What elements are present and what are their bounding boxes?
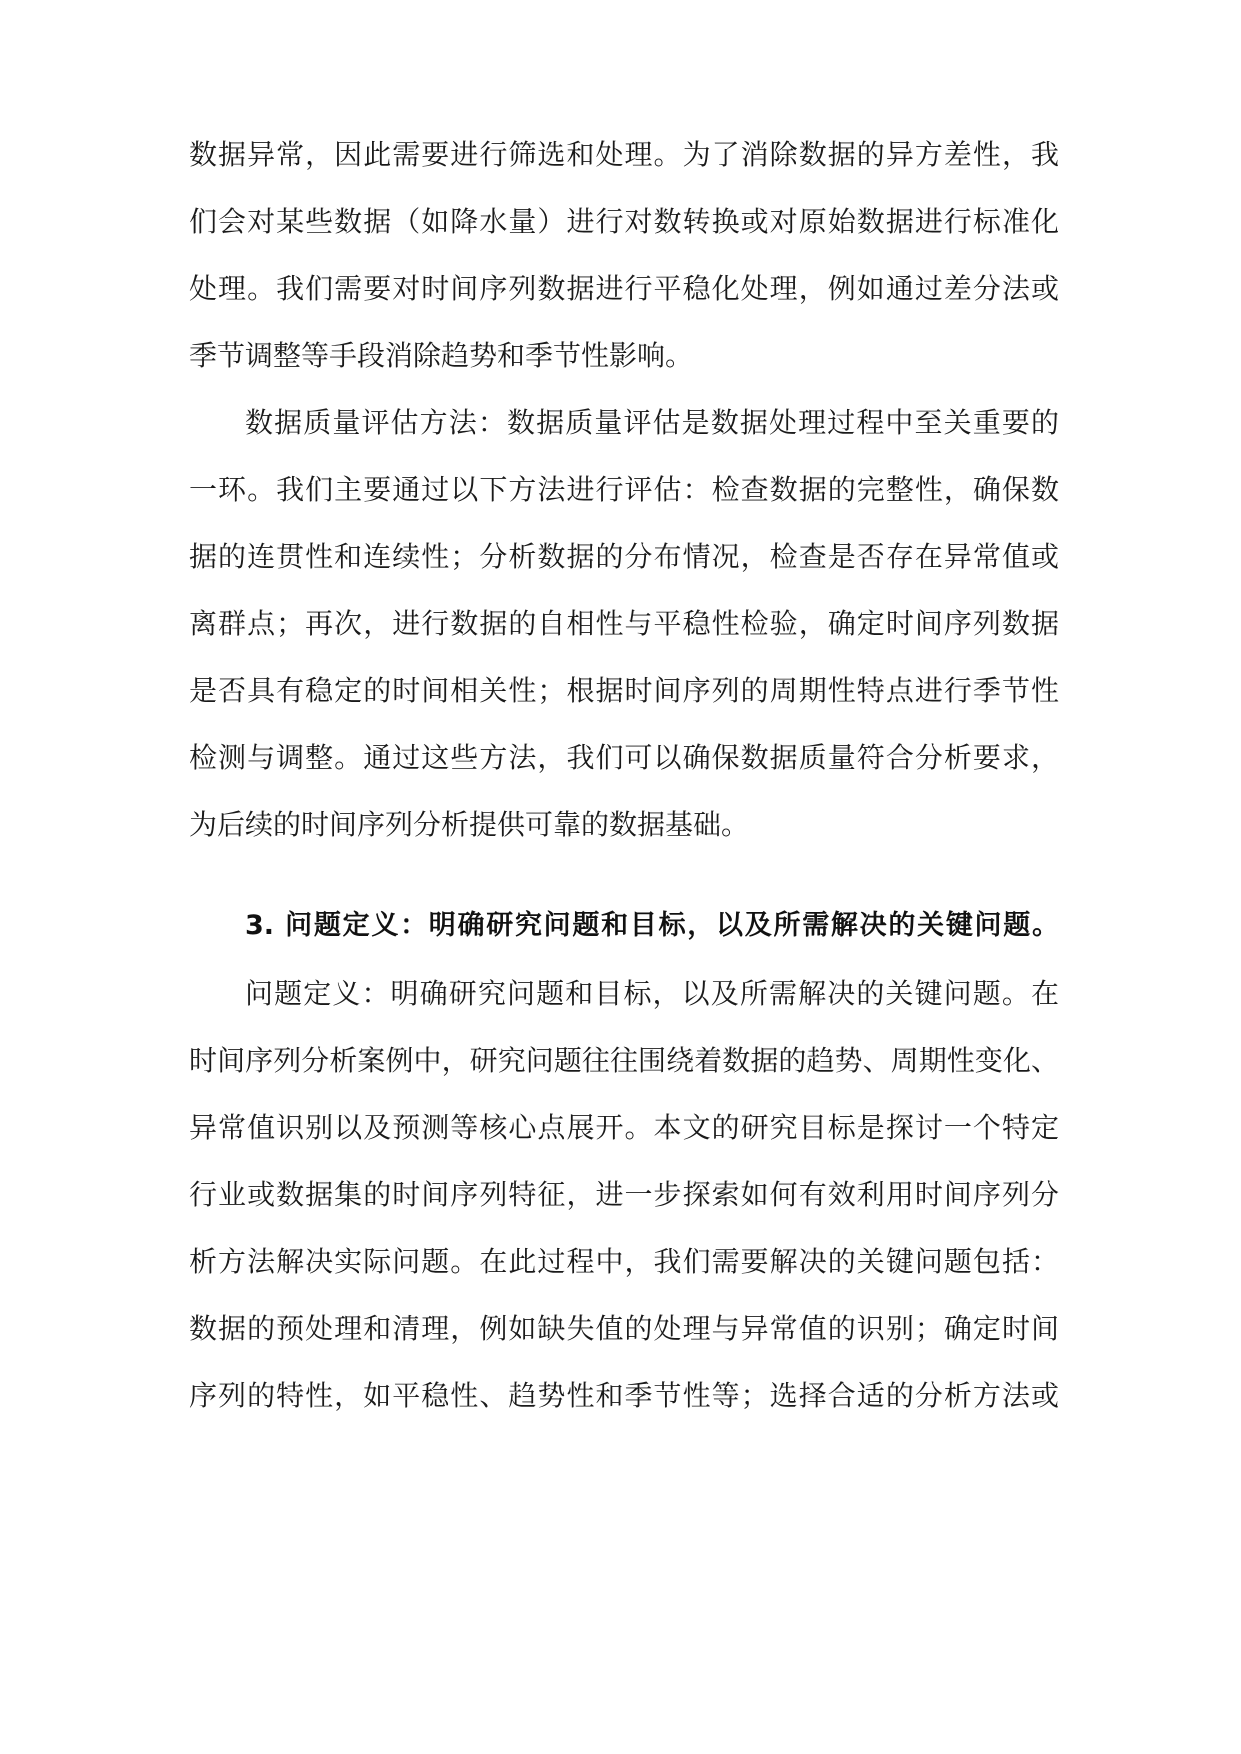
paragraph-1-line-4: 季节调整等手段消除趋势和季节性影响。 xyxy=(189,339,694,372)
paragraph-2-line-6: 检测与调整。通过这些方法，我们可以确保数据质量符合分析要求， xyxy=(189,741,1059,774)
paragraph-3-line-4: 行业或数据集的时间序列特征，进一步探索如何有效利用时间序列分 xyxy=(189,1178,1059,1211)
paragraph-2-line-1: 数据质量评估方法：数据质量评估是数据处理过程中至关重要的 xyxy=(245,406,1059,439)
paragraph-3-line-3: 异常值识别以及预测等核心点展开。本文的研究目标是探讨一个特定 xyxy=(189,1111,1059,1144)
section-heading: 3. 问题定义：明确研究问题和目标，以及所需解决的关键问题。 xyxy=(245,910,1059,941)
paragraph-3-line-2: 时间序列分析案例中，研究问题往往围绕着数据的趋势、周期性变化、 xyxy=(189,1044,1059,1077)
paragraph-1-line-3: 处理。我们需要对时间序列数据进行平稳化处理，例如通过差分法或 xyxy=(189,272,1059,305)
paragraph-2-line-5: 是否具有稳定的时间相关性；根据时间序列的周期性特点进行季节性 xyxy=(189,674,1059,707)
paragraph-3-line-5: 析方法解决实际问题。在此过程中，我们需要解决的关键问题包括： xyxy=(189,1245,1059,1278)
paragraph-3-line-1: 问题定义：明确研究问题和目标，以及所需解决的关键问题。在 xyxy=(245,977,1059,1010)
paragraph-2-line-2: 一环。我们主要通过以下方法进行评估：检查数据的完整性，确保数 xyxy=(189,473,1059,506)
paragraph-1-line-2: 们会对某些数据（如降水量）进行对数转换或对原始数据进行标准化 xyxy=(189,205,1059,238)
paragraph-2-line-7: 为后续的时间序列分析提供可靠的数据基础。 xyxy=(189,808,750,841)
paragraph-1-line-1: 数据异常，因此需要进行筛选和处理。为了消除数据的异方差性，我 xyxy=(189,138,1059,171)
paragraph-3-line-6: 数据的预处理和清理，例如缺失值的处理与异常值的识别；确定时间 xyxy=(189,1312,1059,1345)
paragraph-3-line-7: 序列的特性，如平稳性、趋势性和季节性等；选择合适的分析方法或 xyxy=(189,1379,1059,1412)
paragraph-2-line-4: 离群点；再次，进行数据的自相性与平稳性检验，确定时间序列数据 xyxy=(189,607,1059,640)
paragraph-2-line-3: 据的连贯性和连续性；分析数据的分布情况，检查是否存在异常值或 xyxy=(189,540,1059,573)
